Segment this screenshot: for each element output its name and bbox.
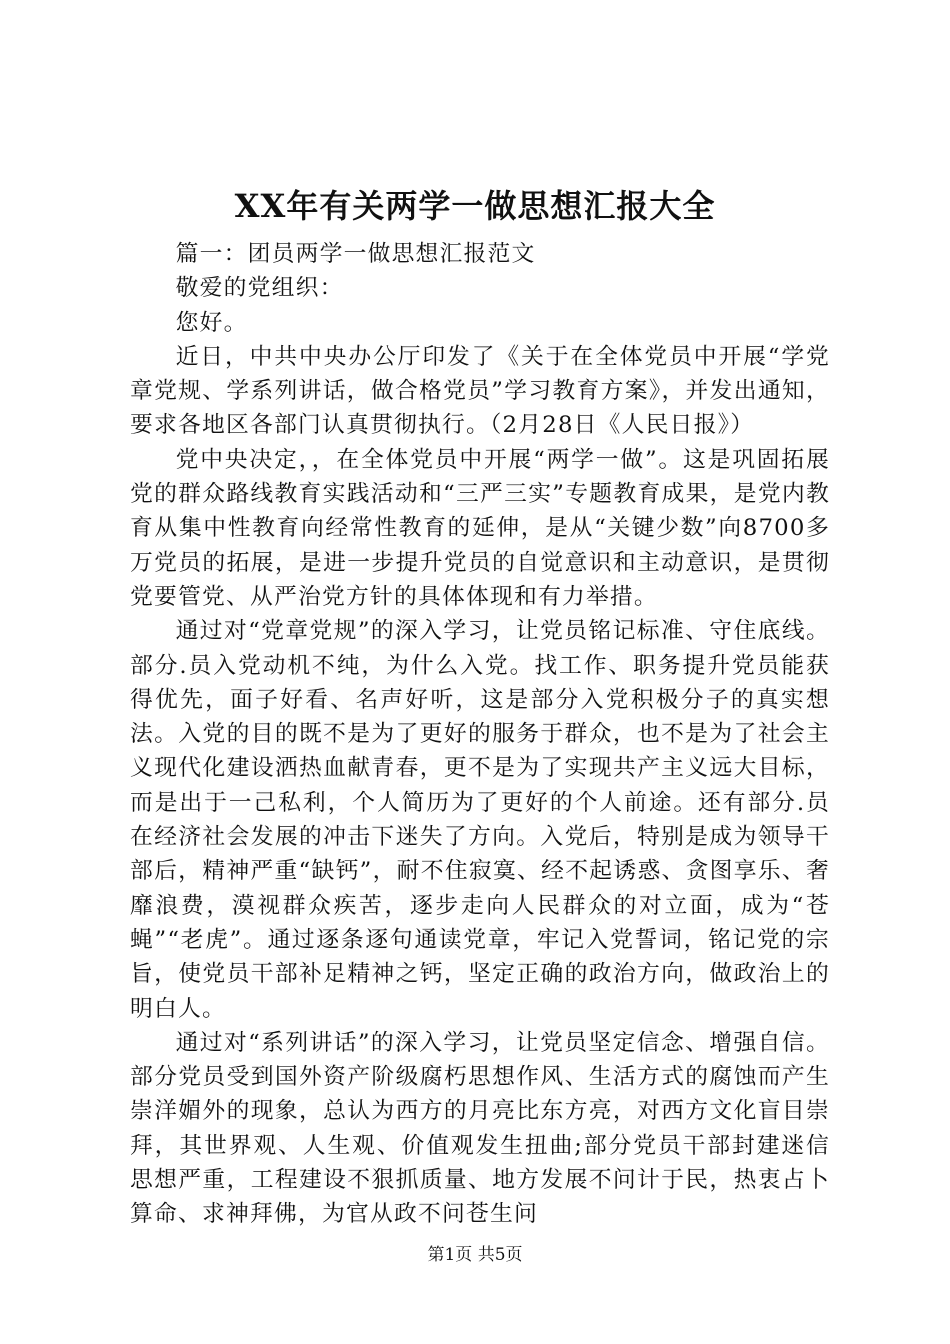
paragraph-body: 近日，中共中央办公厅印发了《关于在全体党员中开展“学党章党规、学系列讲话，做合格党员”学习教育方案》，并发出通知，要求各地区各部门认真贯彻执行。（2月28日《人民日报》）	[130, 343, 830, 439]
paragraph-body: 党中央决定，，在全体党员中开展“两学一做”。这是巩固拓展党的群众路线教育实践活动和“三严三实”专题教育成果，是党内教育从集中性教育向经常性教育的延伸，是从“关键少数”向8700多万党员的拓展，是进一步提升党员的自觉意识和主动意识，是贯彻党要管党、从严治党方针的具体体现和有力举措。	[130, 446, 830, 610]
document-body	[130, 237, 830, 1232]
paragraph-body: 通过对“系列讲话”的深入学习，让党员坚定信念、增强自信。部分党员受到国外资产阶级腐朽思想作风、生活方式的腐蚀而产生崇洋媚外的现象，总认为西方的月亮比东方亮，对西方文化盲目崇拜，其世界观、人生观、价值观发生扭曲;部分党员干部封建迷信思想严重，工程建设不狠抓质量、地方发展不问计于民，热衷占卜算命、求神拜佛，为官从政不问苍生问	[130, 1029, 830, 1228]
paragraph-salutation: 敬爱的党组织：	[175, 275, 344, 302]
page-number-footer: 第1页 共5页	[427, 1245, 523, 1265]
document-title: XX年有关两学一做思想汇报大全	[234, 187, 716, 225]
paragraph-greeting: 您好。	[175, 309, 248, 336]
paragraph-section-heading: 篇一：团员两学一做思想汇报范文	[175, 241, 536, 267]
paragraph-body: 通过对“党章党规”的深入学习，让党员铭记标准、守住底线。部分.员入党动机不纯，为什么入党。找工作、职务提升党员能获得优先，面子好看、名声好听，这是部分入党积极分子的真实想法。入党的目的既不是为了更好的服务于群众，也不是为了社会主义现代化建设洒热血献青春，更不是为了实现共产主义远大目标，而是出于一己私利，个人简历为了更好的个人前途。还有部分.员在经济社会发展的冲击下迷失了方向。入党后，特别是成为领导干部后，精神严重“缺钙”，耐不住寂寞、经不起诱惑、贪图享乐、奢靡浪费，漠视群众疾苦，逐步走向人民群众的对立面，成为“苍蝇”“老虎”。通过逐条逐句通读党章，牢记入党誓词，铭记党的宗旨，使党员干部补足精神之钙，坚定正确的政治方向，做政治上的明白人。	[130, 618, 830, 1022]
